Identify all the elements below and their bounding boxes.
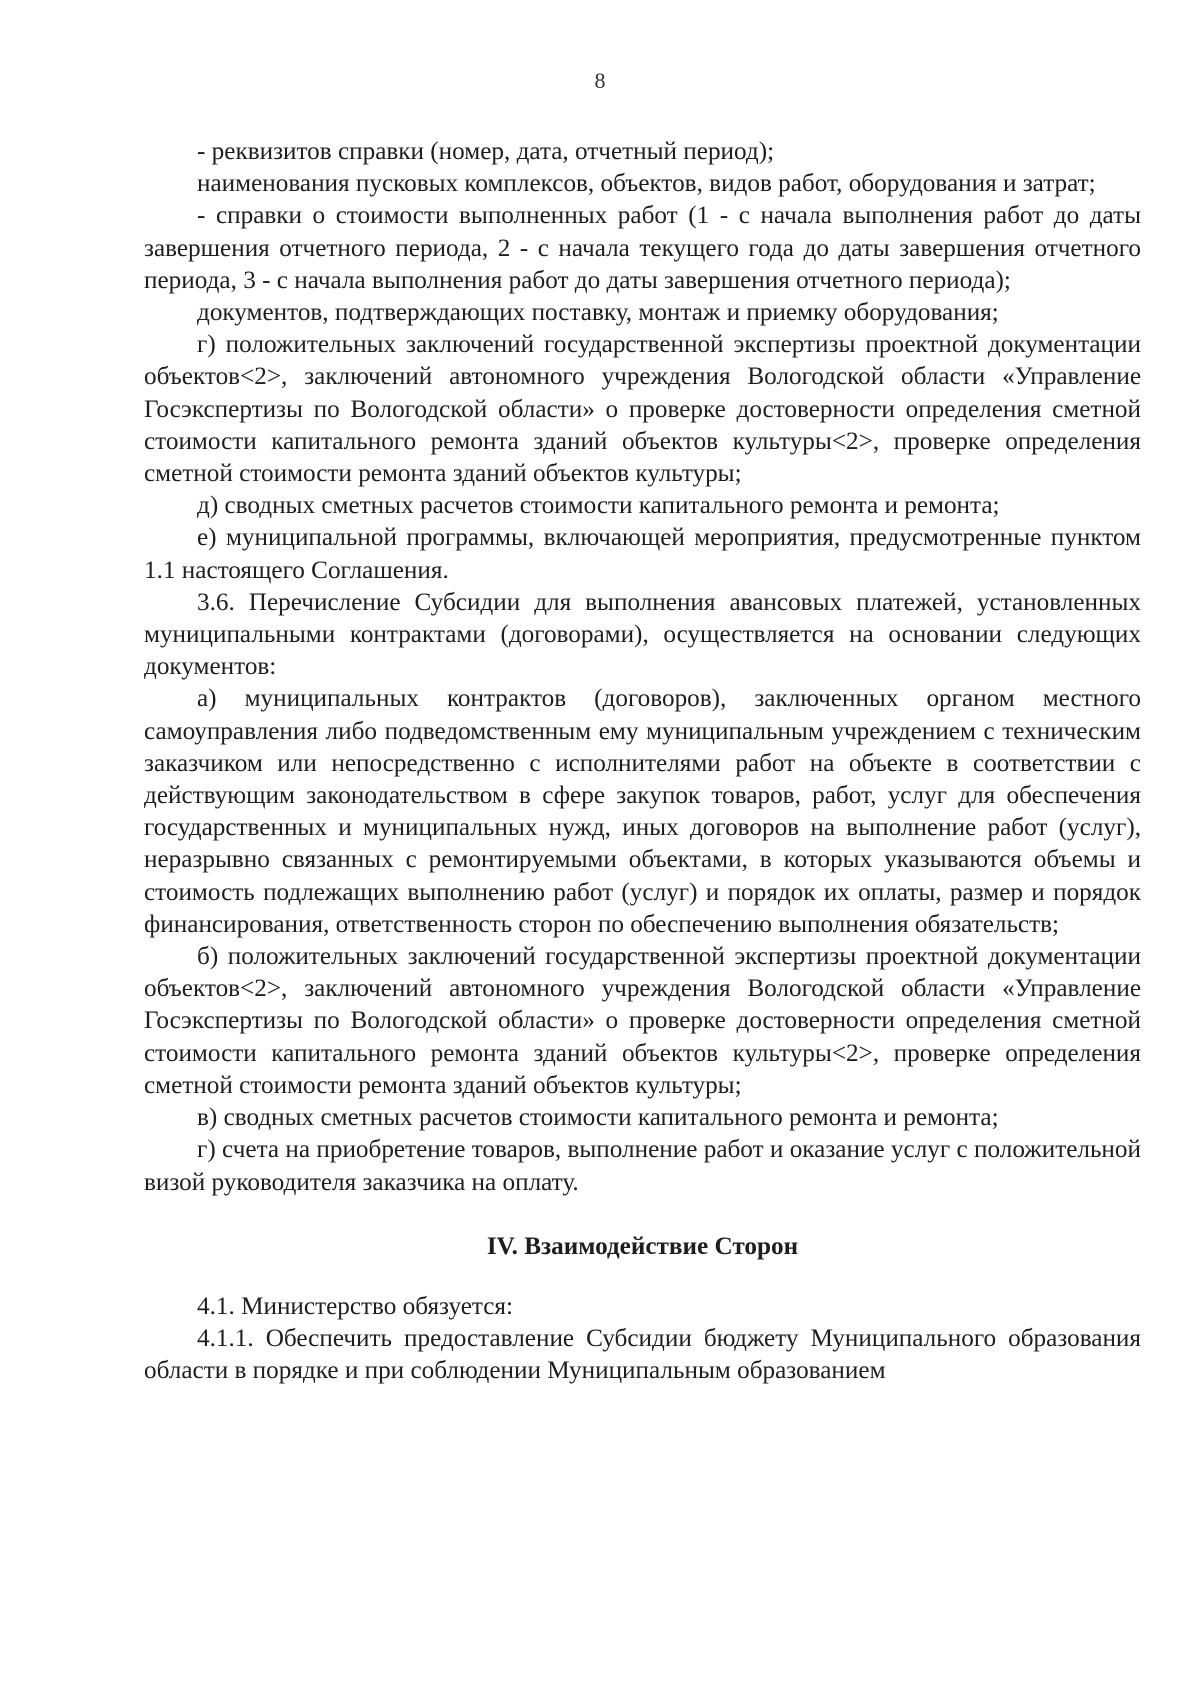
paragraph-equipment-documents: документов, подтверждающих поставку, монтаж и приемку оборудования;	[197, 299, 999, 327]
paragraph-names: наименования пусковых комплексов, объектов, видов работ, оборудования и затрат;	[197, 170, 1096, 198]
paragraph-cost-certificates: - справки о стоимости выполненных работ (1 - с начала выполнения работ до даты завершения отчетного периода, 2 - с начала текущего года до даты завершения отчетного периода, 3 - с начала выполнения работ до даты завершения отчетного периода);	[144, 202, 1141, 294]
document-body	[144, 136, 1141, 1388]
paragraph-requisites: - реквизитов справки (номер, дата, отчетный период);	[197, 138, 775, 165]
paragraph-clause-4-1: 4.1. Министерство обязуется:	[197, 1292, 513, 1320]
paragraph-item-e-program: е) муниципальной программы, включающей мероприятия, предусмотренные пунктом 1.1 настоящего Соглашения.	[144, 524, 1141, 584]
paragraph-item-g-expertise: г) положительных заключений государственной экспертизы проектной документации объектов<2>, заключений автономного учреждения Вологодской области «Управление Госэкспертизы по Вологодской области» о проверке достоверности определения сметной стоимости капитального ремонта зданий объектов культуры<2>, проверке определения сметной стоимости ремонта зданий объектов культуры;	[144, 331, 1141, 488]
paragraph-item-a-contracts: а) муниципальных контрактов (договоров), заключенных органом местного самоуправления либо подведомственным ему муниципальным учреждением с техническим заказчиком или непосредственно с исполнителями работ на объекте в соответствии с действующим законодательством в сфере закупок товаров, работ, услуг для обеспечения государственных и муниципальных нужд, иных договоров на выполнение работ (услуг), неразрывно связанных с ремонтируемыми объектами, в которых указываются объемы и стоимость подлежащих выполнению работ (услуг) и порядок их оплаты, размер и порядок финансирования, ответственность сторон по обеспечению выполнения обязательств;	[144, 685, 1141, 938]
paragraph-item-v-estimates: в) сводных сметных расчетов стоимости капитального ремонта и ремонта;	[197, 1104, 999, 1132]
page-number: 8	[594, 68, 606, 93]
paragraph-item-g-invoices: г) счета на приобретение товаров, выполнение работ и оказание услуг с положительной визой руководителя заказчика на оплату.	[144, 1136, 1141, 1196]
section-heading: IV. Взаимодействие Сторон	[486, 1232, 799, 1260]
paragraph-clause-4-1-1: 4.1.1. Обеспечить предоставление Субсидии бюджету Муниципального образования области в порядке и при соблюдении Муниципальным образованием	[144, 1325, 1141, 1385]
paragraph-item-d-estimates: д) сводных сметных расчетов стоимости капитального ремонта и ремонта;	[197, 492, 1000, 520]
paragraph-clause-3-6: 3.6. Перечисление Субсидии для выполнения авансовых платежей, установленных муниципальными контрактами (договорами), осуществляется на основании следующих документов:	[144, 588, 1141, 681]
paragraph-item-b-expertise: б) положительных заключений государственной экспертизы проектной документации объектов<2>, заключений автономного учреждения Вологодской области «Управление Госэкспертизы по Вологодской области» о проверке достоверности определения сметной стоимости капитального ремонта зданий объектов культуры<2>, проверке определения сметной стоимости ремонта зданий объектов культуры;	[144, 943, 1141, 1099]
